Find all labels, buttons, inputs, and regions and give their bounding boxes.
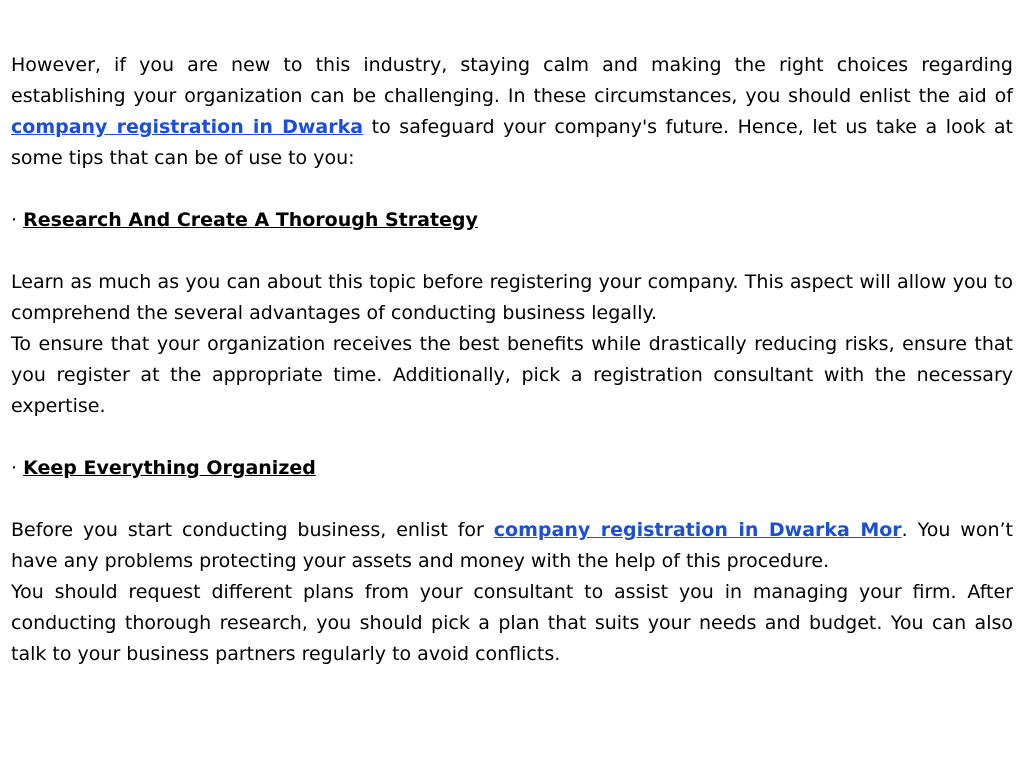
bullet-dot: · <box>11 457 24 479</box>
spacer <box>11 484 1013 515</box>
intro-paragraph <box>11 50 1013 174</box>
section-heading-research <box>11 205 1013 236</box>
company-registration-dwarka-link[interactable]: company registration in Dwarka <box>11 116 364 138</box>
organized-paragraph-1 <box>11 515 1013 577</box>
company-registration-dwarka-mor-link[interactable]: company registration in Dwarka Mor <box>493 519 902 541</box>
section-title-research: Research And Create A Thorough Strategy <box>23 209 478 231</box>
spacer <box>11 174 1013 205</box>
research-paragraph-1: Learn as much as you can about this topic before registering your company. This aspect will allow you to comprehend the several advantages of conducting business legally. <box>11 271 1013 324</box>
spacer <box>11 236 1013 267</box>
intro-text-after: to safeguard your company's future. Hence, let us take a look at some tips that can be of use to you: <box>11 116 1013 169</box>
research-paragraph-2: To ensure that your organization receives the best benefits while drastically reducing risks, ensure that you register at the appropriate time. Additionally, pick a registration consultant with the necessary expertise. <box>11 333 1013 417</box>
intro-text-before: However, if you are new to this industry, staying calm and making the right choices regarding establishing your organization can be challenging. In these circumstances, you should enlist the aid of <box>11 54 1013 107</box>
bullet-dot: · <box>11 209 24 231</box>
organized-paragraph-2: You should request different plans from your consultant to assist you in managing your firm. After conducting thorough research, you should pick a plan that suits your needs and budget. You can also talk to your business partners regularly to avoid conflicts. <box>11 581 1013 665</box>
spacer <box>11 422 1013 453</box>
organized-text-after: . You won’t have any problems protecting your assets and money with the help of this procedure. <box>11 519 1013 572</box>
section-heading-organized <box>11 453 1013 484</box>
organized-text-before: Before you start conducting business, enlist for <box>11 519 494 541</box>
section-title-organized: Keep Everything Organized <box>23 457 316 479</box>
